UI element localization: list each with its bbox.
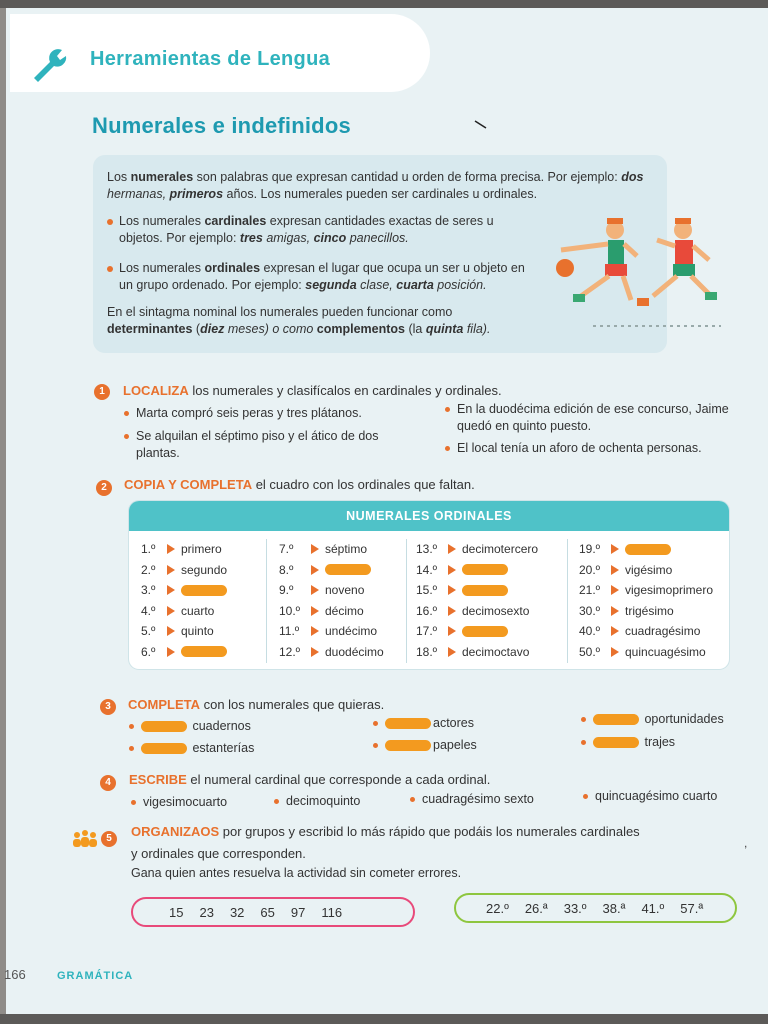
blank-field[interactable] [181, 646, 227, 657]
arrow-icon [167, 647, 175, 657]
exercise-3-instruction: COMPLETA con los numerales que quieras. [128, 697, 385, 712]
table-row [416, 642, 538, 663]
section-tag: GRAMÁTICA [57, 970, 134, 982]
arrow-icon [448, 626, 456, 636]
ordinal-number: 17.º [416, 624, 438, 639]
ordinal-number: 7.º [279, 542, 294, 557]
list-item: Marta compró seis peras y tres plátanos. [124, 405, 424, 422]
blank-field[interactable] [593, 714, 639, 725]
fill-item: actores [373, 716, 474, 730]
cardinal-number: 15 [169, 904, 184, 920]
exercise-5-instruction: ORGANIZAOS por grupos y escribid lo más rápido que podáis los numerales cardinales [131, 824, 640, 839]
section-title: Herramientas de Lengua [90, 48, 331, 70]
table-title: NUMERALES ORDINALES [129, 501, 729, 531]
table-row [279, 621, 384, 642]
arrow-icon [167, 626, 175, 636]
ordinals-table [129, 501, 729, 669]
table-row [279, 601, 384, 622]
ordinal-number: 5.º [141, 624, 156, 639]
ordinal-number: 11.º [279, 624, 300, 639]
wrench-icon [28, 44, 70, 86]
list-item: Se alquilan el séptimo piso y el ático de dos plantas. [124, 428, 414, 462]
table-row [141, 580, 227, 601]
basketball-players-illustration [553, 210, 723, 340]
ordinal-word: quinto [181, 624, 214, 639]
exercise-4-instruction: ESCRIBE el numeral cardinal que corresponde a cada ordinal. [129, 772, 491, 787]
ordinal-word: decimoctavo [462, 644, 530, 659]
margin-mark: , [744, 836, 748, 850]
table-row [579, 621, 713, 642]
cardinal-number: 97 [290, 904, 306, 920]
blank-field[interactable] [462, 585, 508, 596]
arrow-icon [611, 544, 619, 554]
table-column-4 [579, 539, 713, 662]
table-row [141, 560, 227, 581]
ordinal-word: vigesimoprimero [625, 583, 714, 598]
exercise-4-number: 4 [100, 775, 116, 791]
ordinal-word: cuadragésimo [625, 624, 701, 639]
arrow-icon [167, 544, 175, 554]
arrow-icon [311, 606, 319, 616]
ordinal-number: 3.º [141, 583, 156, 598]
arrow-icon [448, 565, 456, 575]
ordinal-number: 50.º [579, 644, 601, 659]
arrow-icon [611, 626, 619, 636]
arrow-icon [311, 544, 319, 554]
table-column-1 [141, 539, 227, 662]
info-box [93, 155, 667, 353]
arrow-icon [611, 647, 619, 657]
table-column-2 [279, 539, 384, 662]
exercise-1-instruction: LOCALIZA los numerales y clasifícalos en cardinales y ordinales. [123, 383, 502, 398]
arrow-icon [611, 585, 619, 595]
ordinal-word: decimotercero [462, 542, 539, 557]
blank-field[interactable] [181, 585, 227, 596]
column-divider [567, 539, 568, 663]
ordinal-number: 8.º [279, 562, 294, 577]
table-row [279, 642, 384, 663]
page-title: Numerales e indefinidos [92, 113, 351, 138]
arrow-icon [167, 585, 175, 595]
fill-item: oportunidades [581, 712, 724, 726]
ordinal-number: 2.º [141, 562, 156, 577]
ordinal-number: 33.º [563, 900, 587, 916]
table-row [141, 642, 227, 663]
arrow-icon [448, 544, 456, 554]
exercise-5-number: 5 [101, 831, 117, 847]
cardinals-box [131, 897, 415, 927]
ordinal-word: segundo [181, 562, 228, 577]
ordinal-number: 21.º [579, 583, 601, 598]
blank-field[interactable] [462, 626, 508, 637]
table-row [141, 621, 227, 642]
cardinal-number: 23 [199, 904, 214, 920]
exercise-2-instruction: COPIA Y COMPLETA el cuadro con los ordinales que faltan. [124, 477, 475, 492]
exercise-5-note: Gana quien antes resuelva la actividad sin cometer errores. [131, 866, 462, 880]
arrow-icon [611, 565, 619, 575]
ordinal-number: 16.º [416, 603, 438, 618]
cardinal-number: 65 [260, 904, 275, 920]
arrow-icon [611, 606, 619, 616]
ordinal-word: quincuagésimo [625, 644, 706, 659]
table-row [579, 601, 713, 622]
blank-field[interactable] [141, 743, 187, 754]
arrow-icon [448, 647, 456, 657]
table-column-3 [416, 539, 538, 662]
ordinal-number: 41.º [641, 900, 665, 916]
fill-item: trajes [581, 735, 675, 749]
ordinals-box [454, 893, 737, 923]
ordinal-number: 4.º [141, 603, 156, 618]
exercise-3-number: 3 [100, 699, 116, 715]
blank-field[interactable] [385, 718, 431, 729]
table-row [416, 621, 538, 642]
ordinal-number: 1.º [141, 542, 156, 557]
ordinal-number: 38.ª [602, 900, 626, 916]
blank-field[interactable] [141, 721, 187, 732]
fill-item: papeles [373, 738, 477, 752]
table-row [416, 539, 538, 560]
ordinal-word: décimo [325, 603, 364, 618]
blank-field[interactable] [625, 544, 671, 555]
ordinal-word: undécimo [325, 624, 378, 639]
column-divider [406, 539, 407, 663]
arrow-icon [448, 606, 456, 616]
exercise-2-number: 2 [96, 480, 112, 496]
arrow-icon [167, 565, 175, 575]
fill-item: estanterías [129, 741, 254, 755]
table-row [416, 560, 538, 581]
ordinal-number: 57.ª [680, 900, 704, 916]
pen-mark-icon [474, 120, 488, 130]
ordinal-word: duodécimo [325, 644, 384, 659]
ordinal-number: 40.º [579, 624, 601, 639]
cardinal-bullet: Los numerales cardinales expresan cantidades exactas de seres u objetos. Por ejemplo: tres amigas, cinco panecillos. [107, 213, 527, 247]
table-row [279, 539, 384, 560]
list-item: El local tenía un aforo de ochenta personas. [445, 440, 745, 457]
group-work-icon [72, 829, 98, 849]
ordinal-number: 30.º [579, 603, 601, 618]
list-item: cuadragésimo sexto [410, 792, 534, 806]
table-row [279, 580, 384, 601]
ordinal-word: vigésimo [625, 562, 673, 577]
arrow-icon [311, 565, 319, 575]
syntax-paragraph: En el sintagma nominal los numerales pueden funcionar como determinantes (diez meses) o como complementos (la quinta fila). [107, 305, 491, 336]
arrow-icon [311, 626, 319, 636]
ordinal-number: 12.º [279, 644, 301, 659]
ordinal-bullet: Los numerales ordinales expresan el lugar que ocupa un ser u objeto en un grupo ordenado. Por ejemplo: segunda clase, cuarta posición. [107, 260, 537, 294]
ordinal-number: 9.º [279, 583, 294, 598]
ordinal-word: noveno [325, 583, 365, 598]
ordinal-word: decimosexto [462, 603, 530, 618]
table-row [141, 539, 227, 560]
blank-field[interactable] [462, 564, 508, 575]
cardinal-number: 116 [321, 904, 343, 920]
table-row [279, 560, 384, 581]
ordinal-number: 22.º [486, 900, 509, 916]
fill-item: cuadernos [129, 719, 251, 733]
arrow-icon [448, 585, 456, 595]
ordinal-word: séptimo [325, 542, 368, 557]
table-row [141, 601, 227, 622]
ordinal-word: primero [181, 542, 222, 557]
table-row [416, 601, 538, 622]
arrow-icon [311, 647, 319, 657]
table-row [579, 580, 713, 601]
ordinal-number: 15.º [416, 583, 438, 598]
ordinal-number: 19.º [579, 542, 601, 557]
exercise-1-number: 1 [94, 384, 110, 400]
list-item: quincuagésimo cuarto [583, 789, 717, 803]
table-row [416, 580, 538, 601]
ordinal-number: 18.º [416, 644, 438, 659]
list-item: vigesimocuarto [131, 795, 227, 809]
table-row [579, 560, 713, 581]
ordinal-word: trigésimo [625, 603, 674, 618]
arrow-icon [311, 585, 319, 595]
ordinal-word: cuarto [181, 603, 215, 618]
ordinal-number: 6.º [141, 644, 156, 659]
column-divider [266, 539, 267, 663]
arrow-icon [167, 606, 175, 616]
ordinal-number: 20.º [579, 562, 601, 577]
blank-field[interactable] [385, 740, 431, 751]
blank-field[interactable] [325, 564, 371, 575]
table-row [579, 539, 713, 560]
list-item: decimoquinto [274, 794, 360, 808]
list-item: En la duodécima edición de ese concurso, Jaime quedó en quinto puesto. [445, 401, 735, 435]
blank-field[interactable] [593, 737, 639, 748]
intro-paragraph: Los numerales son palabras que expresan cantidad u orden de forma precisa. Por ejemplo: dos hermanas, primeros años. Los numerales pueden ser cardinales u ordinales. [107, 170, 644, 201]
ordinal-number: 26.ª [524, 900, 548, 916]
page-number: 166 [4, 967, 26, 982]
cardinal-number: 32 [229, 904, 245, 920]
ordinal-number: 10.º [279, 603, 301, 618]
table-row [579, 642, 713, 663]
ordinal-number: 13.º [416, 542, 438, 557]
ordinal-number: 14.º [416, 562, 438, 577]
exercise-5-instruction-cont: y ordinales que corresponden. [131, 846, 306, 861]
